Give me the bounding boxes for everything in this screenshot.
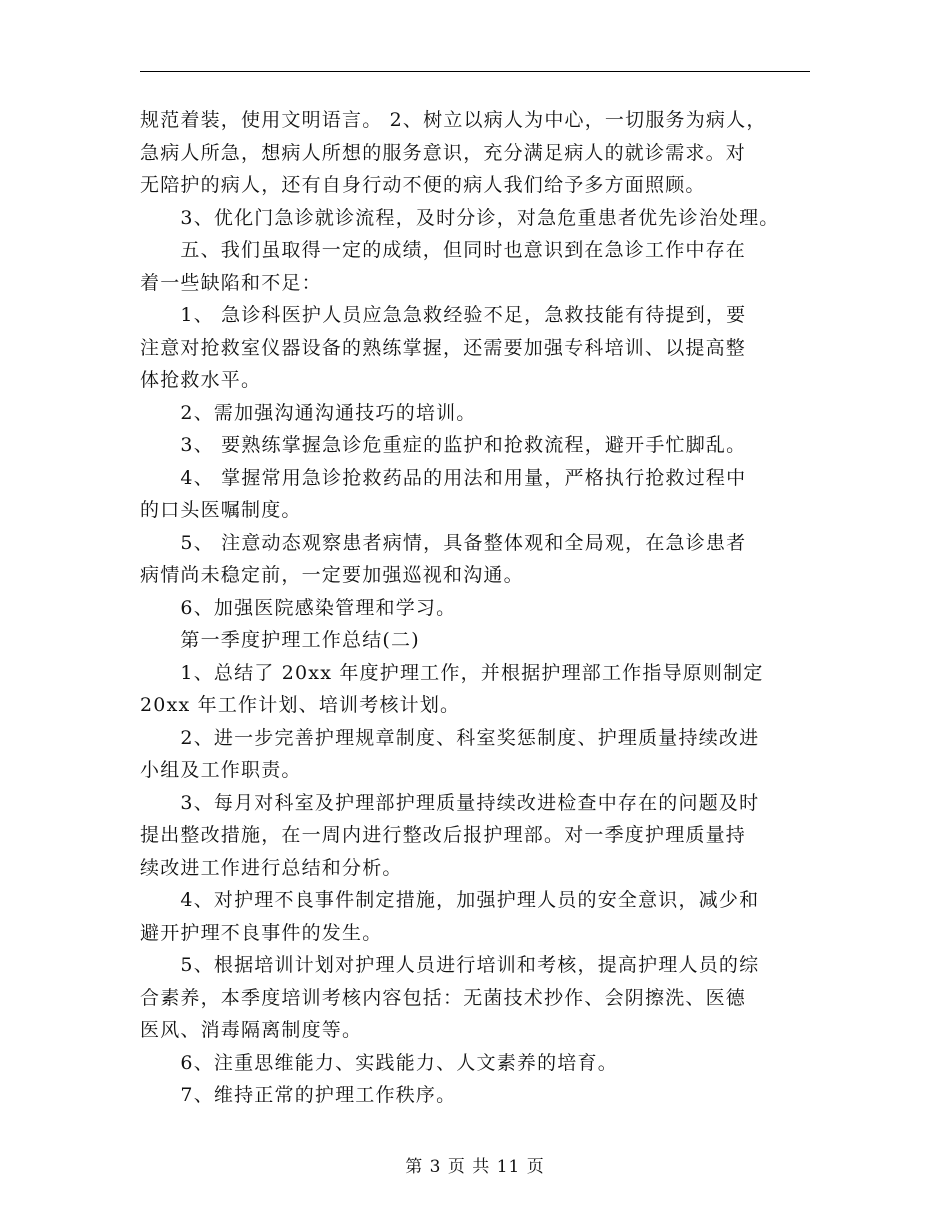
text-line: 无陪护的病人，还有自身行动不便的病人我们给予多方面照顾。 — [140, 174, 706, 196]
header-rule — [140, 71, 810, 72]
text-line: 7、维持正常的护理工作秩序。 — [140, 1084, 457, 1106]
section-heading: 第一季度护理工作总结(二) — [140, 629, 420, 651]
text-line: 3、优化门急诊就诊流程，及时分诊，对急危重患者优先诊治处理。 — [140, 206, 780, 229]
text-line: 4、 掌握常用急诊抢救药品的用法和用量，严格执行抢救过程中 — [140, 466, 747, 489]
text-line: 的口头医嘱制度。 — [140, 499, 302, 521]
text-line: 4、对护理不良事件制定措施，加强护理人员的安全意识，减少和 — [140, 889, 760, 911]
text-line: 医风、消毒隔离制度等。 — [140, 1019, 363, 1041]
text-line: 合素养，本季度培训考核内容包括：无菌技术抄作、会阴擦洗、医德 — [140, 986, 747, 1009]
text-line: 5、根据培训计划对护理人员进行培训和考核，提高护理人员的综 — [140, 954, 760, 976]
text-line: 1、 急诊科医护人员应急急救经验不足，急救技能有待提到，要 — [140, 304, 747, 326]
text-line: 避开护理不良事件的发生。 — [140, 921, 383, 944]
text-line: 6、注重思维能力、实践能力、人文素养的培育。 — [140, 1051, 618, 1074]
text-line: 20xx 年工作计划、培训考核计划。 — [140, 694, 461, 716]
text-line: 2、进一步完善护理规章制度、科室奖惩制度、护理质量持续改进 — [140, 726, 760, 749]
text-line: 6、加强医院感染管理和学习。 — [140, 596, 457, 619]
text-line: 3、 要熟练掌握急诊危重症的监护和抢救流程，避开手忙脚乱。 — [140, 434, 747, 456]
text-line: 注意对抢救室仪器设备的熟练掌握，还需要加强专科培训、以提高整 — [140, 336, 747, 359]
text-line: 小组及工作职责。 — [140, 759, 302, 781]
text-line: 急病人所急，想病人所想的服务意识，充分满足病人的就诊需求。对 — [140, 141, 747, 164]
text-line: 着一些缺陷和不足： — [140, 271, 322, 294]
text-line: 病情尚未稳定前，一定要加强巡视和沟通。 — [140, 564, 524, 586]
text-line: 2、需加强沟通沟通技巧的培训。 — [140, 401, 477, 424]
document-body — [140, 104, 820, 1112]
page-number-footer: 第 3 页 共 11 页 — [405, 1157, 545, 1177]
text-line: 五、我们虽取得一定的成绩，但同时也意识到在急诊工作中存在 — [140, 239, 747, 261]
text-line: 1、总结了 20xx 年度护理工作，并根据护理部工作指导原则制定 — [140, 661, 764, 684]
text-line: 规范着装，使用文明语言。 2、树立以病人为中心，一切服务为病人， — [140, 109, 767, 131]
text-line: 提出整改措施，在一周内进行整改后报护理部。对一季度护理质量持 — [140, 824, 747, 846]
text-line: 续改进工作进行总结和分析。 — [140, 856, 403, 879]
text-line: 体抢救水平。 — [140, 369, 262, 391]
text-line: 5、 注意动态观察患者病情，具备整体观和全局观，在急诊患者 — [140, 531, 747, 554]
text-line: 3、每月对科室及护理部护理质量持续改进检查中存在的问题及时 — [140, 791, 760, 814]
